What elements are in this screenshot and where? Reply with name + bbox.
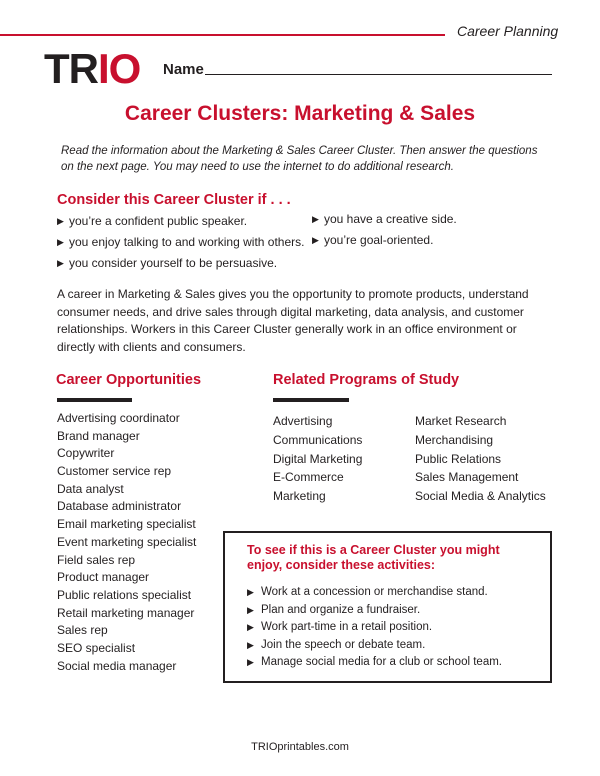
list-item-text: you’re goal-oriented.	[324, 233, 434, 247]
list-item-text: Work at a concession or merchandise stand.	[261, 586, 488, 598]
description-paragraph: A career in Marketing & Sales gives you the opportunity to promote products, understand consumer needs, and drive sales through digital marketing, data analysis, and customer relationships. Workers in this Career Cluster generally work in an office environment or directly with clients and consumers.	[57, 287, 529, 354]
triangle-bullet-icon: ▶	[57, 216, 64, 226]
list-item-text: Public Relations	[415, 451, 502, 466]
list-item-text: Join the speech or debate team.	[261, 638, 426, 651]
list-item	[57, 622, 196, 640]
list-item	[57, 214, 304, 228]
page-title: Career Clusters: Marketing & Sales	[124, 102, 476, 125]
list-item	[415, 431, 546, 450]
list-item	[247, 637, 502, 655]
list-item	[415, 468, 546, 487]
list-item-text: Social Media & Analytics	[415, 489, 546, 504]
triangle-bullet-icon: ▶	[57, 258, 64, 268]
consider-list-left	[57, 214, 304, 277]
list-item	[57, 658, 196, 676]
triangle-bullet-icon: ▶	[247, 587, 254, 597]
list-item-text: Email marketing specialist	[57, 517, 196, 532]
list-item	[57, 256, 304, 270]
list-item	[57, 640, 196, 658]
list-item	[415, 487, 546, 506]
list-item	[415, 450, 546, 469]
activities-list	[247, 584, 502, 672]
list-item	[57, 587, 196, 605]
list-item-text: Database administrator	[57, 499, 182, 514]
list-item	[57, 516, 196, 534]
triangle-bullet-icon: ▶	[247, 622, 254, 633]
list-item-text: you’re a confident public speaker.	[69, 214, 248, 228]
name-field-line	[205, 74, 552, 75]
triangle-bullet-icon: ▶	[247, 639, 254, 650]
career-opportunities-heading: Career Opportunities	[56, 372, 202, 388]
list-item-text: Event marketing specialist	[57, 534, 197, 549]
list-item	[247, 584, 502, 602]
list-item-text: Data analyst	[57, 481, 124, 496]
list-item-text: Field sales rep	[57, 552, 136, 567]
list-item	[273, 450, 362, 469]
header-rule	[0, 34, 445, 36]
logo-text-left: TR	[44, 45, 98, 92]
header-label: Career Planning	[457, 23, 559, 39]
list-item-text: Advertising coordinator	[57, 411, 180, 425]
list-item	[415, 412, 546, 431]
list-item	[312, 212, 457, 226]
list-item	[247, 654, 502, 672]
list-item-text: Communications	[273, 432, 363, 447]
list-item	[247, 619, 502, 637]
career-heading-bar	[57, 398, 132, 402]
list-item-text: Sales rep	[57, 623, 108, 638]
list-item-text: Brand manager	[57, 428, 140, 443]
list-item	[273, 431, 362, 450]
list-item	[57, 569, 196, 587]
list-item-text: Advertising	[273, 414, 333, 428]
programs-list-left	[273, 412, 362, 506]
activities-box	[223, 531, 552, 683]
list-item	[57, 605, 196, 623]
list-item	[273, 412, 362, 431]
list-item-text: SEO specialist	[57, 640, 136, 655]
related-programs-heading: Related Programs of Study	[273, 372, 460, 388]
list-item-text: Product manager	[57, 570, 150, 585]
triangle-bullet-icon: ▶	[312, 214, 319, 224]
list-item-text: Marketing	[273, 489, 326, 504]
list-item	[247, 602, 502, 620]
list-item-text: you have a creative side.	[324, 212, 457, 226]
list-item	[57, 410, 196, 428]
list-item	[57, 534, 196, 552]
list-item-text: E-Commerce	[273, 470, 344, 485]
list-item	[57, 498, 196, 516]
name-label: Name	[163, 61, 204, 78]
list-item-text: Work part-time in a retail position.	[261, 621, 433, 634]
list-item	[273, 468, 362, 487]
consider-list-right	[312, 212, 457, 254]
list-item-text: Market Research	[415, 414, 507, 428]
activities-heading: To see if this is a Career Cluster you might enjoy, consider these activities:	[247, 543, 500, 572]
list-item	[57, 235, 304, 249]
footer-url: TRIOprintables.com	[251, 741, 349, 753]
list-item-text: you consider yourself to be persuasive.	[69, 256, 278, 270]
list-item-text: Copywriter	[57, 446, 115, 461]
list-item	[57, 481, 196, 499]
list-item-text: Customer service rep	[57, 464, 172, 479]
programs-list-right	[415, 412, 546, 506]
list-item-text: Digital Marketing	[273, 451, 363, 466]
trio-logo	[44, 45, 141, 92]
list-item-text: Public relations specialist	[57, 587, 192, 602]
list-item	[57, 463, 196, 481]
triangle-bullet-icon: ▶	[247, 604, 254, 615]
list-item	[312, 233, 457, 247]
list-item	[57, 428, 196, 446]
list-item-text: Merchandising	[415, 432, 494, 447]
triangle-bullet-icon: ▶	[57, 237, 64, 247]
list-item-text: you enjoy talking to and working with others.	[69, 235, 305, 249]
list-item	[57, 445, 196, 463]
list-item-text: Plan and organize a fundraiser.	[261, 603, 421, 616]
list-item-text: Retail marketing manager	[57, 605, 195, 620]
logo-text-right: IO	[98, 45, 141, 92]
programs-heading-bar	[273, 398, 349, 402]
list-item-text: Manage social media for a club or school team.	[261, 656, 502, 669]
list-item-text: Social media manager	[57, 658, 177, 673]
list-item-text: Sales Management	[415, 470, 519, 485]
list-item	[57, 552, 196, 570]
list-item	[273, 487, 362, 506]
consider-heading: Consider this Career Cluster if . . .	[57, 192, 291, 208]
career-opportunities-list	[57, 410, 196, 675]
triangle-bullet-icon: ▶	[312, 235, 319, 245]
triangle-bullet-icon: ▶	[247, 657, 254, 668]
intro-text: Read the information about the Marketing & Sales Career Cluster. Then answer the questions on the next page. You may need to use the internet to do additional research.	[61, 145, 538, 173]
